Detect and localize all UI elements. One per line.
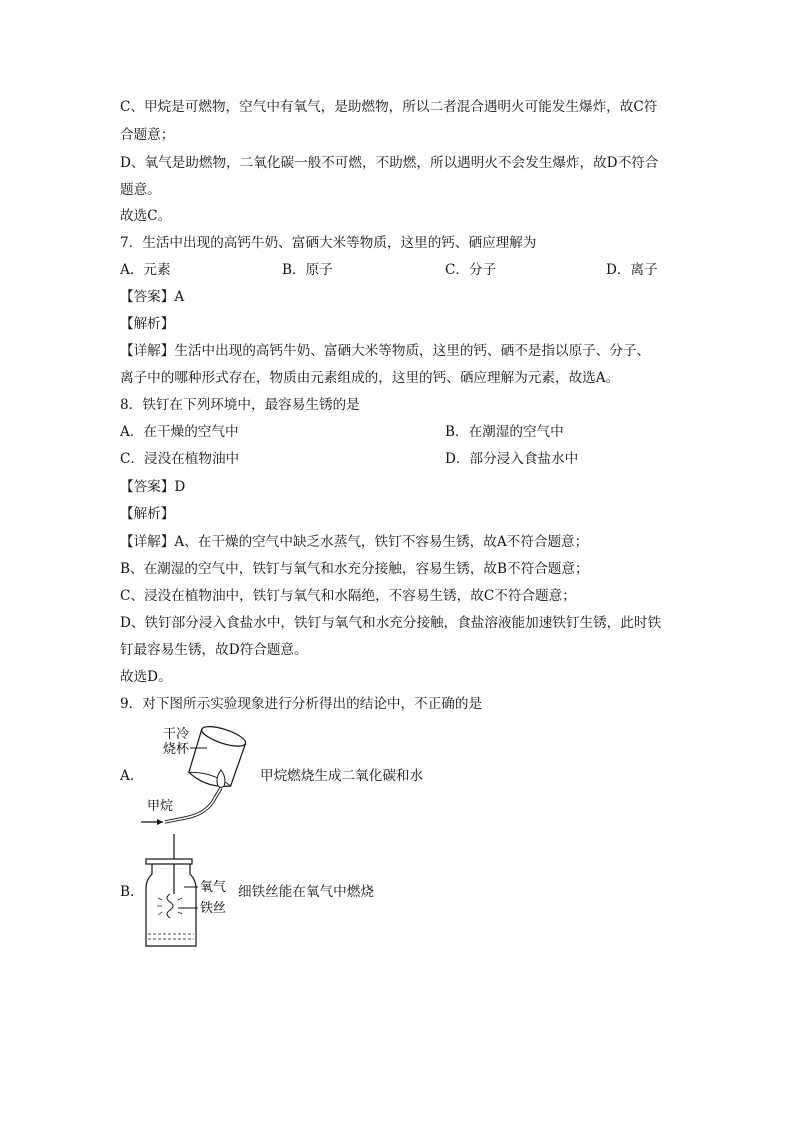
q7-detail-line2: 离子中的哪种形式存在，物质由元素组成的，这里的钙、硒应理解为元素，故选A。	[120, 370, 620, 386]
q7-answer-value: A	[174, 289, 185, 305]
fig-b-label-iron-wire: 铁丝	[200, 901, 227, 916]
fig-a-label-methane: 甲烷	[147, 799, 174, 814]
q7-option-c: C．分子	[445, 262, 497, 278]
q7-detail-line1	[120, 342, 650, 360]
prev-analysis-c-line2: 合题意；	[120, 127, 175, 143]
q8-stem: 8．铁钉在下列环境中，最容易生锈的是	[120, 397, 360, 413]
q8-detail-a: A、在干燥的空气中缺乏水蒸气，铁钉不容易生锈，故A不符合题意；	[174, 534, 589, 550]
q8-option-d: D．部分浸入食盐水中	[445, 451, 579, 467]
q9-figure-a	[135, 718, 255, 830]
q8-analysis-tag: 【解析】	[120, 506, 175, 522]
q8-detail-a-line	[120, 533, 588, 551]
q8-option-b: B．在潮湿的空气中	[445, 424, 564, 440]
q8-detail-d1: D、铁钉部分浸入食盐水中，铁钉与氧气和水充分接触，食盐溶液能加速铁钉生锈，此时铁	[120, 615, 662, 631]
q9-option-b-label: B.	[120, 884, 135, 900]
q8-detail-c: C、浸没在植物油中，铁钉与氧气和水隔绝，不容易生锈，故C不符合题意；	[120, 588, 576, 604]
q9-option-a-text: 甲烷燃烧生成二氧化碳和水	[260, 768, 424, 784]
q9-option-b-text: 细铁丝能在氧气中燃烧	[238, 884, 374, 900]
flame-illustration	[217, 770, 225, 788]
q8-option-a: A．在干燥的空气中	[120, 424, 239, 440]
q7-analysis-tag: 【解析】	[120, 316, 175, 332]
prev-analysis-conclusion: 故选C。	[120, 208, 172, 224]
fig-a-label-beaker: 烧杯	[163, 742, 190, 757]
q9-stem: 9．对下图所示实验现象进行分析得出的结论中，不正确的是	[120, 696, 483, 712]
q7-detail-text1: 生活中出现的高钙牛奶、富硒大米等物质，这里的钙、硒不是指以原子、分子、	[174, 343, 651, 359]
fig-a-label-dry-cold: 干冷	[163, 727, 190, 742]
q7-option-d: D．离子	[606, 262, 658, 278]
q9-figure-b	[140, 832, 240, 950]
q8-detail-d2: 钉最容易生锈，故D符合题意。	[120, 642, 308, 658]
q8-detail-tag: 【详解】	[120, 534, 175, 550]
q8-answer-tag: 【答案】	[120, 479, 175, 495]
fig-b-label-oxygen: 氧气	[200, 880, 227, 895]
q8-answer-line	[120, 478, 185, 496]
q8-detail-b: B、在潮湿的空气中，铁钉与氧气和水充分接触，容易生锈，故B不符合题意；	[120, 561, 589, 577]
prev-analysis-d-line1: D、氧气是助燃物，二氧化碳一般不可燃，不助燃，所以遇明火不会发生爆炸，故D不符合	[120, 155, 659, 171]
prev-analysis-c-line1: C、甲烷是可燃物，空气中有氧气，是助燃物，所以二者混合遇明火可能发生爆炸，故C符	[120, 99, 658, 115]
q8-option-c: C．浸没在植物油中	[120, 451, 240, 467]
q7-answer-tag: 【答案】	[120, 289, 175, 305]
q7-option-a: A．元素	[120, 262, 171, 278]
q7-detail-tag: 【详解】	[120, 343, 175, 359]
prev-analysis-d-line2: 题意。	[120, 182, 161, 198]
iron-wire-spark-illustration	[157, 894, 182, 918]
q7-stem: 7．生活中出现的高钙牛奶、富硒大米等物质，这里的钙、硒应理解为	[120, 235, 537, 251]
arrow-right-icon	[157, 819, 163, 825]
q7-answer-line	[120, 288, 184, 306]
q8-answer-value: D	[174, 479, 186, 495]
gas-tube-illustration	[165, 788, 221, 822]
q7-option-b: B．原子	[282, 262, 333, 278]
q8-conclusion: 故选D。	[120, 669, 172, 685]
q9-option-a-label: A.	[120, 768, 135, 784]
